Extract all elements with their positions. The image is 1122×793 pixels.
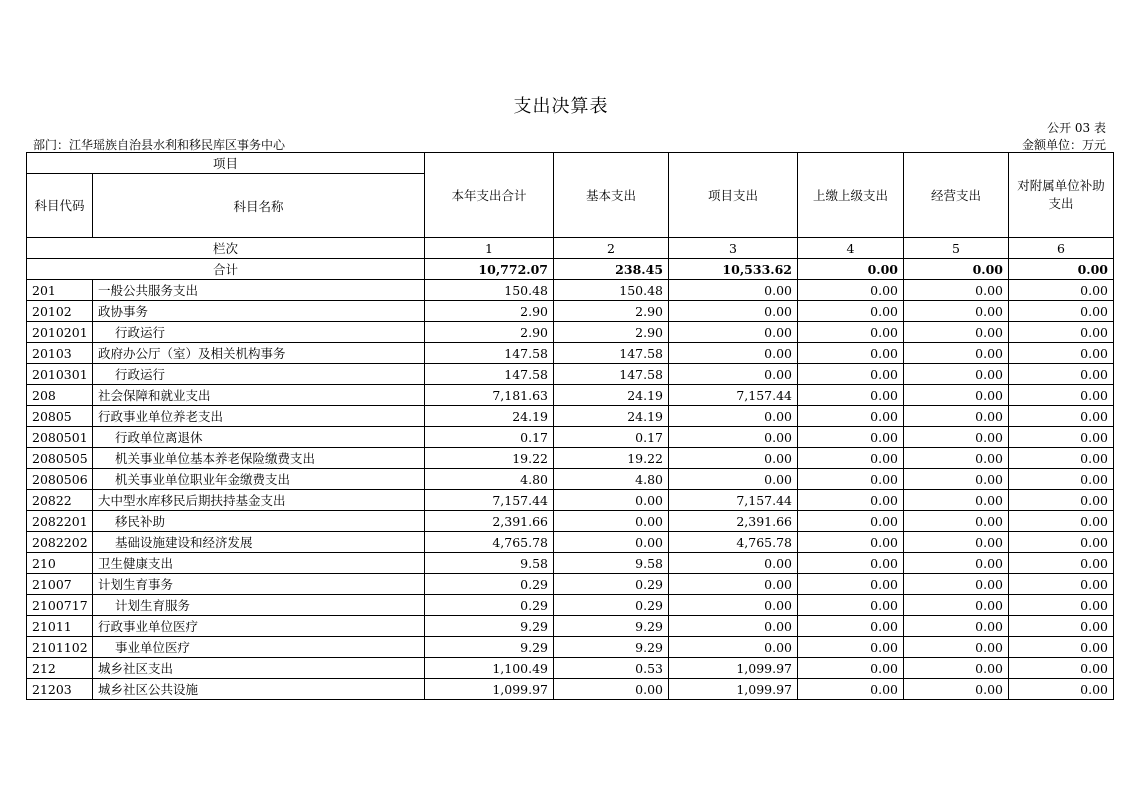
table-row xyxy=(27,490,1114,511)
row-v4: 0.00 xyxy=(798,448,904,469)
row-v5: 0.00 xyxy=(904,574,1009,595)
seq-3: 3 xyxy=(669,238,798,259)
row-v3: 7,157.44 xyxy=(669,490,798,511)
row-code: 208 xyxy=(27,385,93,406)
row-v2: 0.29 xyxy=(554,574,669,595)
row-v6: 0.00 xyxy=(1009,490,1114,511)
header-col2: 基本支出 xyxy=(554,153,669,238)
row-v4: 0.00 xyxy=(798,553,904,574)
row-name: 一般公共服务支出 xyxy=(93,280,425,301)
row-name: 政协事务 xyxy=(93,301,425,322)
row-v1: 0.29 xyxy=(425,574,554,595)
row-name: 计划生育服务 xyxy=(93,595,425,616)
form-number: 公开 03 表 xyxy=(1047,121,1106,135)
row-v4: 0.00 xyxy=(798,343,904,364)
row-name: 城乡社区支出 xyxy=(93,658,425,679)
row-v3: 0.00 xyxy=(669,469,798,490)
row-code: 212 xyxy=(27,658,93,679)
table-row xyxy=(27,364,1114,385)
row-v6: 0.00 xyxy=(1009,595,1114,616)
row-v6: 0.00 xyxy=(1009,553,1114,574)
row-v6: 0.00 xyxy=(1009,322,1114,343)
row-v6: 0.00 xyxy=(1009,301,1114,322)
row-v1: 2,391.66 xyxy=(425,511,554,532)
row-code: 2100717 xyxy=(27,595,93,616)
row-v6: 0.00 xyxy=(1009,637,1114,658)
row-v4: 0.00 xyxy=(798,490,904,511)
total-v2: 238.45 xyxy=(554,259,669,280)
table-row xyxy=(27,343,1114,364)
row-v6: 0.00 xyxy=(1009,427,1114,448)
table-row xyxy=(27,532,1114,553)
row-v4: 0.00 xyxy=(798,364,904,385)
row-v2: 147.58 xyxy=(554,343,669,364)
row-v5: 0.00 xyxy=(904,511,1009,532)
row-v5: 0.00 xyxy=(904,406,1009,427)
table-row xyxy=(27,658,1114,679)
row-v3: 0.00 xyxy=(669,448,798,469)
row-v5: 0.00 xyxy=(904,280,1009,301)
row-code: 210 xyxy=(27,553,93,574)
row-v3: 7,157.44 xyxy=(669,385,798,406)
row-v4: 0.00 xyxy=(798,616,904,637)
header-col3: 项目支出 xyxy=(669,153,798,238)
row-code: 2080501 xyxy=(27,427,93,448)
row-code: 20805 xyxy=(27,406,93,427)
total-row xyxy=(27,259,1114,280)
row-code: 2101102 xyxy=(27,637,93,658)
row-v4: 0.00 xyxy=(798,280,904,301)
row-v5: 0.00 xyxy=(904,301,1009,322)
row-v1: 9.58 xyxy=(425,553,554,574)
row-v2: 2.90 xyxy=(554,322,669,343)
row-v3: 0.00 xyxy=(669,553,798,574)
row-v4: 0.00 xyxy=(798,637,904,658)
row-v6: 0.00 xyxy=(1009,385,1114,406)
row-v2: 9.29 xyxy=(554,637,669,658)
row-v2: 0.17 xyxy=(554,427,669,448)
row-v1: 147.58 xyxy=(425,364,554,385)
row-v3: 0.00 xyxy=(669,637,798,658)
row-v2: 0.29 xyxy=(554,595,669,616)
row-code: 2082202 xyxy=(27,532,93,553)
row-v3: 0.00 xyxy=(669,616,798,637)
expenditure-table xyxy=(26,152,1114,700)
row-v1: 9.29 xyxy=(425,616,554,637)
row-v5: 0.00 xyxy=(904,427,1009,448)
row-v5: 0.00 xyxy=(904,364,1009,385)
header-col6: 对附属单位补助支出 xyxy=(1009,153,1114,238)
row-v6: 0.00 xyxy=(1009,532,1114,553)
total-v4: 0.00 xyxy=(798,259,904,280)
row-v1: 150.48 xyxy=(425,280,554,301)
row-v2: 147.58 xyxy=(554,364,669,385)
row-v6: 0.00 xyxy=(1009,406,1114,427)
row-v3: 4,765.78 xyxy=(669,532,798,553)
row-code: 2080505 xyxy=(27,448,93,469)
row-v1: 0.29 xyxy=(425,595,554,616)
table-row xyxy=(27,637,1114,658)
sequence-row xyxy=(27,238,1114,259)
row-v4: 0.00 xyxy=(798,427,904,448)
header-project: 项目 xyxy=(27,153,425,174)
row-v5: 0.00 xyxy=(904,322,1009,343)
row-v5: 0.00 xyxy=(904,679,1009,700)
row-v2: 0.00 xyxy=(554,679,669,700)
table-row xyxy=(27,511,1114,532)
row-v6: 0.00 xyxy=(1009,679,1114,700)
row-v2: 0.53 xyxy=(554,658,669,679)
row-code: 2080506 xyxy=(27,469,93,490)
row-v6: 0.00 xyxy=(1009,280,1114,301)
row-v1: 2.90 xyxy=(425,322,554,343)
row-v4: 0.00 xyxy=(798,406,904,427)
row-v5: 0.00 xyxy=(904,532,1009,553)
row-v6: 0.00 xyxy=(1009,448,1114,469)
row-v4: 0.00 xyxy=(798,385,904,406)
row-v3: 0.00 xyxy=(669,427,798,448)
row-name: 卫生健康支出 xyxy=(93,553,425,574)
row-v4: 0.00 xyxy=(798,301,904,322)
seq-label: 栏次 xyxy=(27,238,425,259)
row-v1: 1,099.97 xyxy=(425,679,554,700)
row-v3: 2,391.66 xyxy=(669,511,798,532)
row-v6: 0.00 xyxy=(1009,511,1114,532)
row-name: 行政运行 xyxy=(93,322,425,343)
header-col5: 经营支出 xyxy=(904,153,1009,238)
row-v5: 0.00 xyxy=(904,595,1009,616)
row-v3: 0.00 xyxy=(669,322,798,343)
table-row xyxy=(27,553,1114,574)
table-row xyxy=(27,427,1114,448)
row-v6: 0.00 xyxy=(1009,658,1114,679)
row-name: 行政单位离退休 xyxy=(93,427,425,448)
department-label: 部门：江华瑶族自治县水利和移民库区事务中心 xyxy=(33,138,286,152)
row-v5: 0.00 xyxy=(904,490,1009,511)
total-v6: 0.00 xyxy=(1009,259,1114,280)
row-v4: 0.00 xyxy=(798,532,904,553)
row-code: 21203 xyxy=(27,679,93,700)
row-v2: 24.19 xyxy=(554,385,669,406)
row-v4: 0.00 xyxy=(798,469,904,490)
table-row xyxy=(27,406,1114,427)
table-row xyxy=(27,301,1114,322)
row-name: 移民补助 xyxy=(93,511,425,532)
row-v3: 0.00 xyxy=(669,343,798,364)
row-code: 20822 xyxy=(27,490,93,511)
row-v2: 2.90 xyxy=(554,301,669,322)
table-row xyxy=(27,595,1114,616)
row-v3: 0.00 xyxy=(669,406,798,427)
row-v2: 4.80 xyxy=(554,469,669,490)
row-v5: 0.00 xyxy=(904,553,1009,574)
total-v3: 10,533.62 xyxy=(669,259,798,280)
row-v1: 7,157.44 xyxy=(425,490,554,511)
row-v4: 0.00 xyxy=(798,322,904,343)
row-code: 21007 xyxy=(27,574,93,595)
row-v1: 4,765.78 xyxy=(425,532,554,553)
row-name: 基础设施建设和经济发展 xyxy=(93,532,425,553)
row-v1: 7,181.63 xyxy=(425,385,554,406)
row-v2: 24.19 xyxy=(554,406,669,427)
row-v4: 0.00 xyxy=(798,511,904,532)
row-v2: 19.22 xyxy=(554,448,669,469)
row-v2: 0.00 xyxy=(554,532,669,553)
row-v3: 0.00 xyxy=(669,301,798,322)
row-v2: 150.48 xyxy=(554,280,669,301)
row-v6: 0.00 xyxy=(1009,469,1114,490)
row-name: 社会保障和就业支出 xyxy=(93,385,425,406)
row-v3: 0.00 xyxy=(669,280,798,301)
row-v1: 24.19 xyxy=(425,406,554,427)
row-code: 2082201 xyxy=(27,511,93,532)
row-v4: 0.00 xyxy=(798,574,904,595)
row-v4: 0.00 xyxy=(798,658,904,679)
seq-4: 4 xyxy=(798,238,904,259)
header-code: 科目代码 xyxy=(27,174,93,238)
table-row xyxy=(27,469,1114,490)
header-col4: 上缴上级支出 xyxy=(798,153,904,238)
header-name: 科目名称 xyxy=(93,174,425,238)
row-v3: 0.00 xyxy=(669,364,798,385)
row-v1: 0.17 xyxy=(425,427,554,448)
seq-2: 2 xyxy=(554,238,669,259)
total-v5: 0.00 xyxy=(904,259,1009,280)
row-name: 大中型水库移民后期扶持基金支出 xyxy=(93,490,425,511)
row-v6: 0.00 xyxy=(1009,574,1114,595)
total-v1: 10,772.07 xyxy=(425,259,554,280)
row-v1: 4.80 xyxy=(425,469,554,490)
row-code: 20102 xyxy=(27,301,93,322)
total-label: 合计 xyxy=(27,259,425,280)
row-v3: 0.00 xyxy=(669,595,798,616)
table-row xyxy=(27,385,1114,406)
row-v6: 0.00 xyxy=(1009,343,1114,364)
row-code: 20103 xyxy=(27,343,93,364)
row-name: 行政事业单位养老支出 xyxy=(93,406,425,427)
table-row xyxy=(27,616,1114,637)
row-v2: 0.00 xyxy=(554,490,669,511)
row-code: 2010201 xyxy=(27,322,93,343)
row-v3: 0.00 xyxy=(669,574,798,595)
row-name: 事业单位医疗 xyxy=(93,637,425,658)
seq-6: 6 xyxy=(1009,238,1114,259)
row-v5: 0.00 xyxy=(904,658,1009,679)
row-v1: 147.58 xyxy=(425,343,554,364)
row-name: 机关事业单位职业年金缴费支出 xyxy=(93,469,425,490)
header-row-project xyxy=(27,153,1114,174)
seq-1: 1 xyxy=(425,238,554,259)
header-col1: 本年支出合计 xyxy=(425,153,554,238)
table-row xyxy=(27,280,1114,301)
table-row xyxy=(27,679,1114,700)
row-v1: 19.22 xyxy=(425,448,554,469)
row-v2: 0.00 xyxy=(554,511,669,532)
row-v4: 0.00 xyxy=(798,595,904,616)
row-name: 政府办公厅（室）及相关机构事务 xyxy=(93,343,425,364)
row-v5: 0.00 xyxy=(904,343,1009,364)
unit-label: 金额单位：万元 xyxy=(1021,138,1106,152)
row-v5: 0.00 xyxy=(904,637,1009,658)
row-name: 行政运行 xyxy=(93,364,425,385)
row-name: 机关事业单位基本养老保险缴费支出 xyxy=(93,448,425,469)
seq-5: 5 xyxy=(904,238,1009,259)
table-row xyxy=(27,448,1114,469)
row-v3: 1,099.97 xyxy=(669,658,798,679)
row-v5: 0.00 xyxy=(904,616,1009,637)
row-v4: 0.00 xyxy=(798,679,904,700)
row-name: 行政事业单位医疗 xyxy=(93,616,425,637)
row-v6: 0.00 xyxy=(1009,616,1114,637)
row-code: 201 xyxy=(27,280,93,301)
row-v1: 2.90 xyxy=(425,301,554,322)
row-v5: 0.00 xyxy=(904,448,1009,469)
row-v6: 0.00 xyxy=(1009,364,1114,385)
row-v3: 1,099.97 xyxy=(669,679,798,700)
row-code: 2010301 xyxy=(27,364,93,385)
page-title: 支出决算表 xyxy=(513,96,609,117)
row-v5: 0.00 xyxy=(904,469,1009,490)
row-name: 计划生育事务 xyxy=(93,574,425,595)
row-v2: 9.29 xyxy=(554,616,669,637)
row-v2: 9.58 xyxy=(554,553,669,574)
row-v1: 1,100.49 xyxy=(425,658,554,679)
row-v1: 9.29 xyxy=(425,637,554,658)
table-row xyxy=(27,322,1114,343)
table-row xyxy=(27,574,1114,595)
row-code: 21011 xyxy=(27,616,93,637)
row-v5: 0.00 xyxy=(904,385,1009,406)
row-name: 城乡社区公共设施 xyxy=(93,679,425,700)
